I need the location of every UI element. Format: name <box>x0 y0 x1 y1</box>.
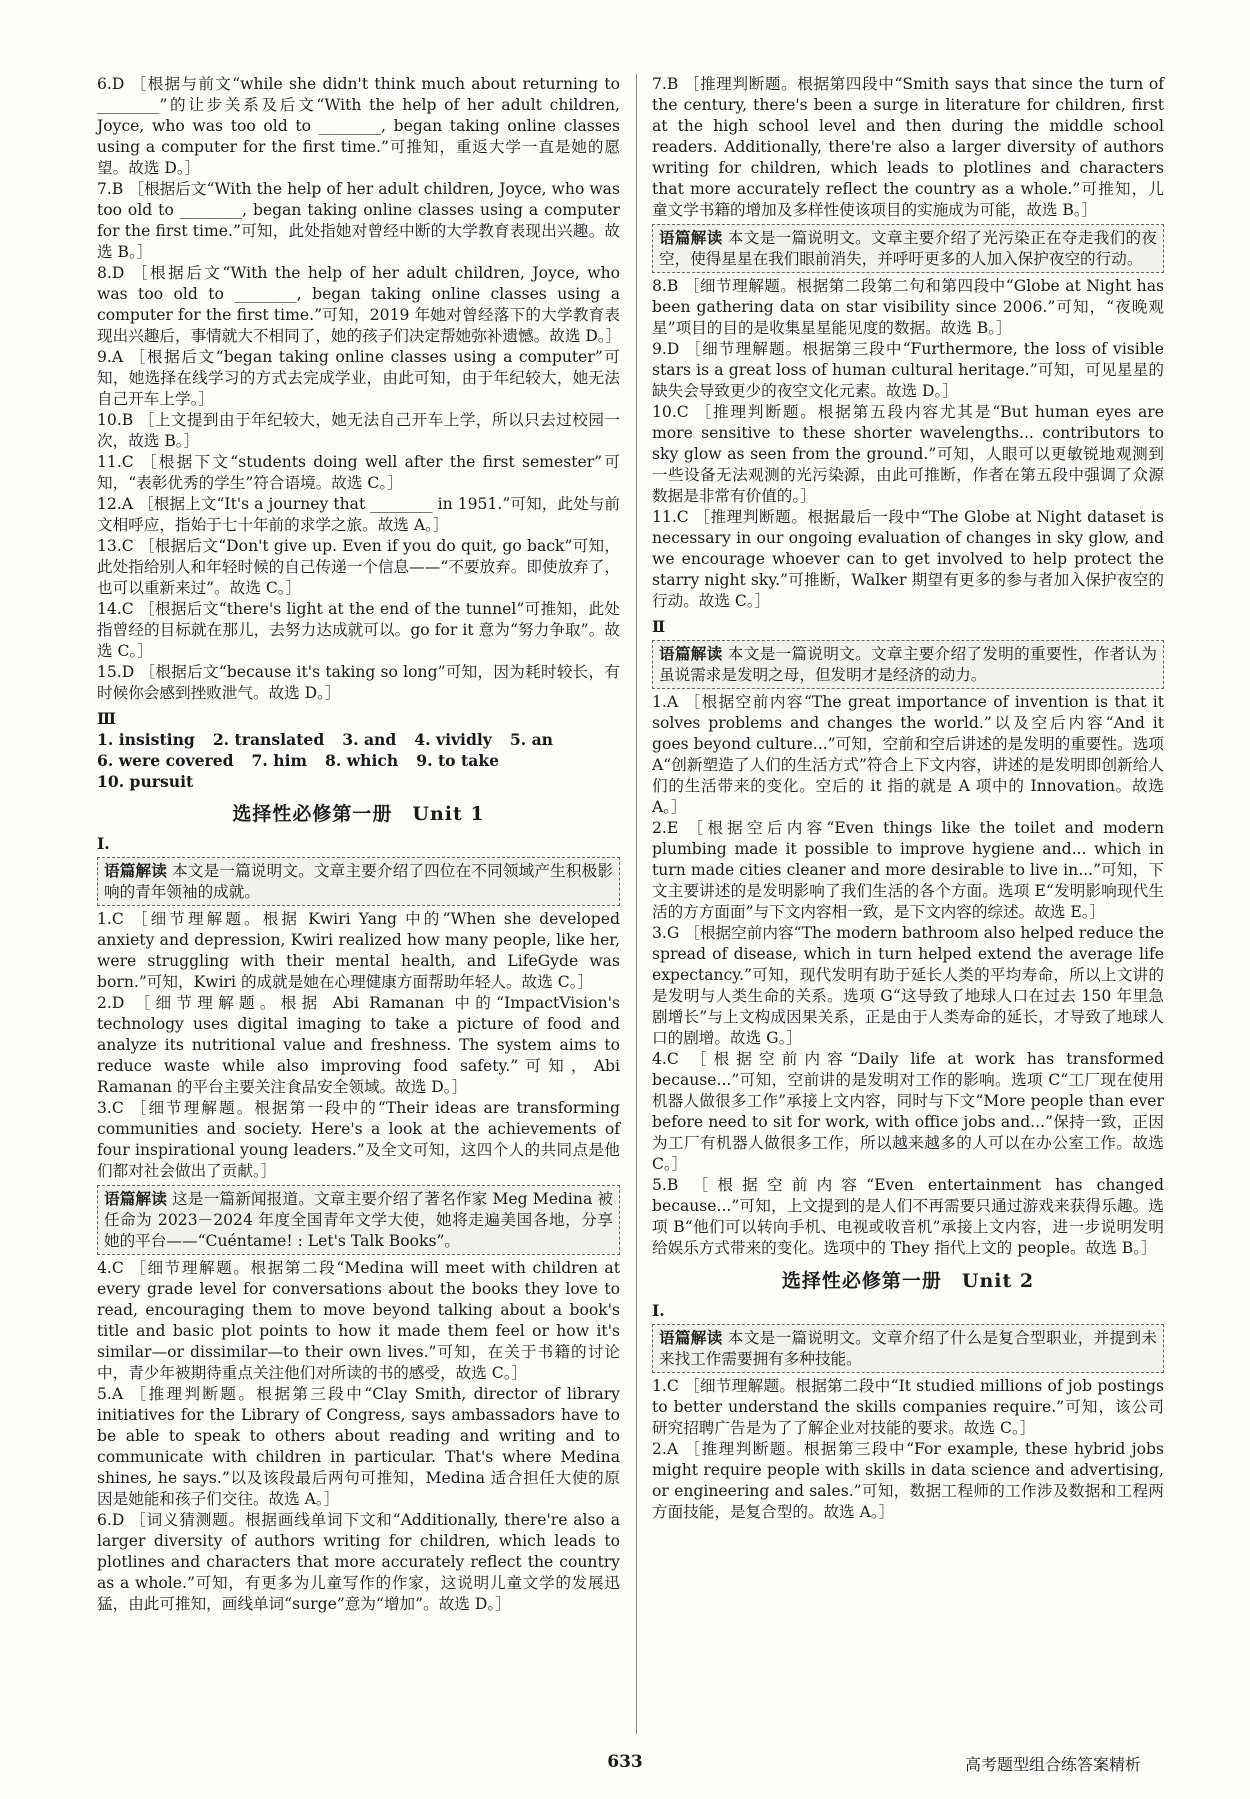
answer-explanation: ［根据下文“students doing well after the first semester”可知，“表彰优秀的学生”符合语境。故选 C。］ <box>97 453 620 492</box>
box-text: 这是一篇新闻报道。文章主要介绍了著名作家 Meg Medina 被任命为 2023－2024 年度全国青年文学大使，她将走遍美国各地，分享她的平台——“Cuéntame! : Let's Talk Books”。 <box>104 1190 613 1250</box>
answer-explanation: ［推理判断题。根据最后一段中“The Globe at Night dataset is necessary in our ongoing evaluation of changes in sky glow, and we encourage whoever can to get involved to help protect the starry night sky.”可推断，Walker 期望有更多的参与者加入保护夜空的行动。故选 C。］ <box>652 508 1164 610</box>
answer-item <box>652 339 1164 402</box>
answer-number: 3.C <box>97 1099 124 1117</box>
answer-number: 15.D <box>97 663 135 681</box>
answer-item <box>97 452 620 494</box>
page-number: 633 <box>607 1752 643 1772</box>
fill-in-answer: 10. pursuit <box>97 772 194 791</box>
answer-explanation: ［根据空前内容“The great importance of invention is that it solves problems and changes the world.”以及空后内容“And it goes beyond culture...”可知，空前和空后讲述的是发明的重要性。选项 A“创新塑造了人们的生活方式”符合上下文内容，讲述的是发明即创新给人们的生活带来的变化。空后的 it 指的就是 A 项中的 Innovation。故选 A。］ <box>652 693 1164 816</box>
answer-explanation: ［根据后文“began taking online classes using a computer”可知，她选择在线学习的方式去完成学业，由此可知，由于年纪较大，她无法自己开车上学。］ <box>97 348 620 408</box>
answer-explanation: ［细节理解题。根据第二段“Medina will meet with children at every grade level for conversations about the books they love to read, encouraging them to move beyond talking about a book's title and basic plot points to how it made them feel or how it's similar—or dissimilar—to their own lives.”可知，在关于书籍的讨论中，青少年被期待重点关注他们对所读的书的感受，故选 C。］ <box>97 1259 620 1382</box>
answer-explanation: ［根据空后内容“Even things like the toilet and modern plumbing made it possible to improve hygiene and... which in turn made cities cleaner and more desirable to live in...”可知，下文主要讲述的是发明影响了我们生活的各个方面。选项 E“发明影响现代生活的方方面面”与下文内容相一致，是下文内容的综述。故选 E。］ <box>652 819 1164 921</box>
book-title: 高考题型组合练答案精析 <box>965 1755 1142 1774</box>
left-column <box>97 74 620 1615</box>
answer-item <box>97 993 620 1098</box>
answer-item <box>97 536 620 599</box>
box-label: 语篇解读 <box>659 228 723 247</box>
right-answers-a <box>652 74 1164 221</box>
answer-explanation: ［上文提到由于年纪较大，她无法自己开车上学，所以只去过校园一次，故选 B。］ <box>97 411 620 450</box>
answer-number: 1.C <box>97 910 124 928</box>
answer-explanation: ［推理判断题。根据第三段中“Clay Smith, director of library initiatives for the Library of Congress, says ambassadors have to be able to speak to others about reading and writing and to communicate with children in particular. That's where Medina shines, he says.”以及该段最后两句可推知，Medina 适合担任大使的原因是她能和孩子们交往。故选 A。］ <box>97 1385 620 1508</box>
passage-reading-box <box>652 640 1164 689</box>
answer-number: 6.D <box>97 75 125 93</box>
passage-reading-box <box>97 857 620 906</box>
box-text: 本文是一篇说明文。文章介绍了什么是复合型职业，并提到未来找工作需要拥有多种技能。 <box>659 1329 1157 1368</box>
answer-item <box>652 1175 1164 1259</box>
answer-item <box>97 410 620 452</box>
passage-reading-box <box>652 224 1164 273</box>
part1-label: Ⅰ. <box>652 1301 665 1320</box>
answer-number: 12.A <box>97 495 134 513</box>
fill-in-answer: 8. which <box>325 751 399 770</box>
box-label: 语篇解读 <box>659 1328 723 1347</box>
passage-reading-box <box>652 1324 1164 1373</box>
answer-number: 3.G <box>652 924 680 942</box>
answer-item <box>97 179 620 263</box>
answer-number: 4.C <box>652 1050 679 1068</box>
answer-number: 5.B <box>652 1176 679 1194</box>
fill-in-answer: 9. to take <box>416 751 500 770</box>
answer-item <box>97 494 620 536</box>
answer-item <box>652 402 1164 507</box>
fill-in-answer: 5. an <box>509 730 554 749</box>
answer-explanation: ［细节理解题。根据第一段中的“Their ideas are transforming communities and society. Here's a look at the achievements of four inspirational young leaders.”及全文可知，这四个人的共同点是他们都对社会做出了贡献。］ <box>97 1099 620 1180</box>
answer-number: 1.C <box>652 1377 679 1395</box>
fill-in-answer: 7. him <box>251 751 308 770</box>
answer-explanation: ［根据空前内容“Even entertainment has changed because...”可知，上文提到的是人们不再需要只通过游戏来获得乐趣。选项 B“他们可以转向手机、电视或收音机”承接上文内容，进一步说明发明给娱乐方式带来的变化。选项中的 They 指代上文的 people。故选 B。］ <box>652 1176 1164 1257</box>
answer-explanation: ［根据上文“It's a journey that ________ in 1951.”可知，此处与前文相呼应，指始于七十年前的求学之旅。故选 A。］ <box>97 495 620 534</box>
box-text: 本文是一篇说明文。文章主要介绍了光污染正在夺走我们的夜空，使得星星在我们眼前消失，并呼吁更多的人加入保护夜空的行动。 <box>659 229 1157 268</box>
answer-item <box>652 818 1164 923</box>
part3-answers <box>97 708 620 792</box>
box-label: 语篇解读 <box>659 644 723 663</box>
answer-item <box>652 1376 1164 1439</box>
right-answers-b <box>652 276 1164 612</box>
answer-number: 1.A <box>652 693 679 711</box>
answer-number: 11.C <box>97 453 134 471</box>
answer-explanation: ［细节理解题。根据第三段中“Furthermore, the loss of visible stars is a great loss of human cultural heritage.”可知，可见星星的缺失会导致更少的夜空文化元素。故选 D。］ <box>652 340 1164 400</box>
answer-explanation: ［推理判断题。根据第四段中“Smith says that since the turn of the century, there's been a surge in literature for children, first at the high school level and then during the middle school readers. Additionally, there're also a larger diversity of authors writing for children, which leads to plotlines and characters that more accurately reflect the country as a whole.”可推知，儿童文学书籍的增加及多样性使该项目的实施成为可能，故选 B。］ <box>652 75 1164 219</box>
answer-number: 8.B <box>652 277 679 295</box>
box-text: 本文是一篇说明文。文章主要介绍了发明的重要性，作者认为虽说需求是发明之母，但发明才是经济的动力。 <box>659 645 1157 684</box>
passage-reading-box <box>97 1185 620 1255</box>
answer-number: 4.C <box>97 1259 124 1277</box>
answer-explanation: ［根据后文“there's light at the end of the tunnel”可推知，此处指曾经的目标就在那儿，去努力达成就可以。go for it 意为“努力争取”。故选 C。］ <box>97 600 620 660</box>
right-answers-c <box>652 692 1164 1259</box>
answer-explanation: ［词义猜测题。根据画线单词下文和“Additionally, there're also a larger diversity of authors writing for children, which leads to plotlines and characters that more accurately reflect the country as a whole.”可知，有更多为儿童写作的作家，这说明儿童文学的发展迅猛，由此可推知，画线单词“surge”意为“增加”。故选 D。］ <box>97 1511 620 1613</box>
box-label: 语篇解读 <box>104 861 168 880</box>
answer-explanation: ［根据空前内容“The modern bathroom also helped reduce the spread of disease, which in turn helped extend the average life expectancy.”可知，现代发明有助于延长人类的平均寿命，所以上文讲的是发明与人类生命的关系。选项 G“这导致了地球人口在过去 150 年里急剧增长”与上文构成因果关系，正是由于人类寿命的延长，才导致了地球人口的剧增。故选 G。］ <box>652 924 1164 1047</box>
answer-explanation: ［根据与前文“while she didn't think much about returning to ________”的让步关系及后文“With the help of her adult children, Joyce, who was too old to ________, began taking online classes using a computer for the first time.”可推知，重返大学一直是她的愿望。故选 D。］ <box>97 75 620 177</box>
box-text: 本文是一篇说明文。文章主要介绍了四位在不同领域产生积极影响的青年领袖的成就。 <box>104 862 613 901</box>
answer-number: 2.A <box>652 1440 679 1458</box>
answer-explanation: ［推理判断题。根据第五段内容尤其是“But human eyes are more sensitive to these shorter wavelengths... contributors to sky glow as seen from the ground.”可知，人眼可以更敏锐地观测到一些设备无法观测的光污染源，由此可推断，作者在第五段中强调了众源数据是非常有价值的。］ <box>652 403 1164 505</box>
part2-label: Ⅱ <box>652 617 666 636</box>
answer-item <box>97 74 620 179</box>
left-answers-c <box>97 1258 620 1615</box>
answer-item <box>97 263 620 347</box>
answer-item <box>652 692 1164 818</box>
fill-in-answer: 1. insisting <box>97 730 195 749</box>
answer-item <box>652 923 1164 1049</box>
answer-item <box>97 1510 620 1615</box>
answer-item <box>97 1258 620 1384</box>
answer-explanation: ［根据后文“With the help of her adult children, Joyce, who was too old to ________, began taking online classes using a computer for the first time.”可知，2019 年她对曾经落下的大学教育表现出兴趣后，事情就大不相同了，她的孩子们决定帮她弥补遗憾。故选 D。］ <box>97 264 622 345</box>
answer-number: 2.D <box>97 994 125 1012</box>
answer-item <box>97 599 620 662</box>
answer-item <box>652 1049 1164 1175</box>
right-answers-d <box>652 1376 1164 1523</box>
answer-item <box>97 662 620 704</box>
section-title-unit2: 选择性必修第一册 Unit 2 <box>781 1270 1035 1292</box>
box-label: 语篇解读 <box>104 1189 168 1208</box>
fill-in-answer: 6. were covered <box>97 751 234 770</box>
answer-item <box>652 507 1164 612</box>
answer-number: 6.D <box>97 1511 125 1529</box>
answer-explanation: ［细节理解题。根据 Abi Ramanan 中的“ImpactVision's technology uses digital imaging to take a picture of food and analyze its nutritional value and freshness. The system aims to reduce waste while also improving food safety.”可知，Abi Ramanan 的平台主要关注食品安全领域。故选 D。］ <box>97 994 620 1096</box>
answer-number: 9.D <box>652 340 680 358</box>
fill-in-answer: 3. and <box>342 730 397 749</box>
answer-number: 7.B <box>97 180 124 198</box>
answer-number: 11.C <box>652 508 689 526</box>
answer-explanation: ［细节理解题。根据第二段中“It studied millions of job postings to better understand the skills companies require.”可知，该公司研究招聘广告是为了了解企业对技能的要求。故选 C。］ <box>652 1377 1164 1437</box>
answer-explanation: ［推理判断题。根据第三段中“For example, these hybrid jobs might require people with skills in data science and advertising, or engineering and sales.”可知，数据工程师的工作涉及数据和工程两方面技能，是复合型的。故选 A。］ <box>652 1440 1164 1521</box>
left-answers-a <box>97 74 620 704</box>
column-divider <box>636 74 637 1734</box>
fill-in-answer: 2. translated <box>212 730 325 749</box>
answer-number: 13.C <box>97 537 134 555</box>
answer-number: 10.C <box>652 403 689 421</box>
part1-label: Ⅰ. <box>97 834 110 853</box>
answer-item <box>652 276 1164 339</box>
answer-explanation: ［根据后文“because it's taking so long”可知，因为耗时较长，有时候你会感到挫败泄气。故选 D。］ <box>97 663 620 702</box>
right-column <box>652 74 1164 1523</box>
answer-number: 9.A <box>97 348 124 366</box>
answer-explanation: ［根据空前内容“Daily life at work has transformed because...”可知，空前讲的是发明对工作的影响。选项 C“工厂现在使用机器人做很多工作”承接上文内容，同时与下文“More people than ever before need to sit for work, with office jobs and...”保持一致，正因为工厂有机器人做很多工作，所以越来越多的人可以在办公室工作。故选 C。］ <box>652 1050 1164 1173</box>
answer-explanation: ［根据后文“Don't give up. Even if you do quit, go back”可知，此处指给别人和年轻时候的自己传递一个信息——“不要放弃。即使放弃了，也可以重新来过”。故选 C。］ <box>97 537 620 597</box>
answer-item <box>97 347 620 410</box>
answer-number: 10.B <box>97 411 134 429</box>
answer-explanation: ［细节理解题。根据 Kwiri Yang 中的“When she developed anxiety and depression, Kwiri realized how many people, like her, were struggling with their mental health, and LifeGyde was born.”可知，Kwiri 的成就是她在心理健康方面帮助年轻人。故选 C。］ <box>97 910 620 991</box>
answer-item <box>97 1098 620 1182</box>
section-title-unit1: 选择性必修第一册 Unit 1 <box>232 803 485 825</box>
answer-explanation: ［细节理解题。根据第二段第二句和第四段中“Globe at Night has been gathering data on star visibility since 2006.”可知，“夜晚观星”项目的目的是收集星星能见度的数据。故选 B。］ <box>652 277 1164 337</box>
answer-number: 14.C <box>97 600 134 618</box>
answer-explanation: ［根据后文“With the help of her adult children, Joyce, who was too old to ________, began taking online classes using a computer for the first time.”可知，此处指她对曾经中断的大学教育表现出兴趣。故选 B。］ <box>97 180 620 261</box>
part3-label: Ⅲ <box>97 709 116 728</box>
answer-item <box>652 74 1164 221</box>
answer-item <box>97 909 620 993</box>
answer-item <box>97 1384 620 1510</box>
left-answers-b <box>97 909 620 1182</box>
answer-number: 7.B <box>652 75 679 93</box>
answer-item <box>652 1439 1164 1523</box>
answer-number: 5.A <box>97 1385 124 1403</box>
answer-number: 2.E <box>652 819 679 837</box>
answer-number: 8.D <box>97 264 125 282</box>
fill-in-answer: 4. vividly <box>414 730 492 749</box>
